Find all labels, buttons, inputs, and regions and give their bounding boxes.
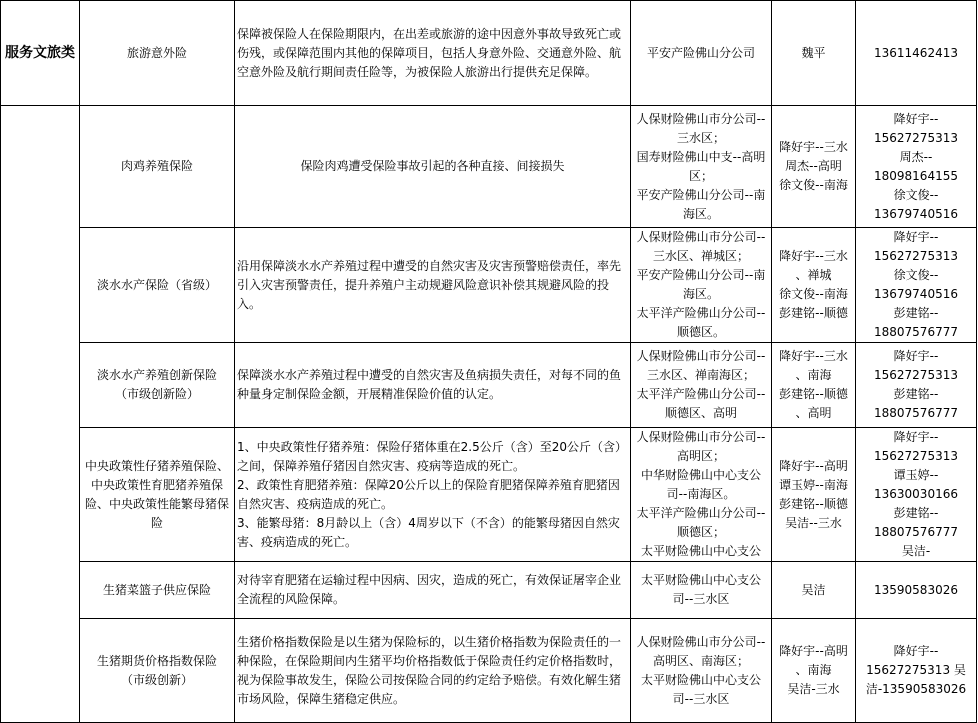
phone-cell: 13590583026 (856, 562, 977, 619)
insurer-cell: 太平财险佛山中心支公司--三水区 (631, 562, 772, 619)
contact-cell: 降好宇--三水 、禅城 徐文俊--南海 彭建铭--顺德 (772, 228, 856, 343)
description-cell: 对待宰育肥猪在运输过程中因病、因灾，造成的死亡，有效保证屠宰企业全流程的风险保障。 (235, 562, 631, 619)
phone-cell: 降好宇-- 15627275313 吴 洁-13590583026 (856, 619, 977, 723)
contact-cell: 吴洁 (772, 562, 856, 619)
product-name-cell: 生猪菜篮子供应保险 (80, 562, 235, 619)
phone-cell: 降好宇-- 15627275313 徐文俊-- 13679740516 彭建铭-- 18807576777 (856, 228, 977, 343)
category-cell: 服务文旅类 (1, 1, 80, 106)
description-cell: 1、中央政策性仔猪养殖：保险仔猪体重在2.5公斤（含）至20公斤（含）之间，保障养殖仔猪因自然灾害、疫病等造成的死亡。 2、政策性育肥猪养殖：保障20公斤以上的保险育肥猪保障养殖育肥猪因自然灾害、疫病造成的死亡。 3、能繁母猪：8月龄以上（含）4周岁以下（不含）的能繁母猪因自然灾害、疫病造成的死亡。 (235, 428, 631, 562)
table-row (1, 619, 977, 723)
contact-cell: 降好宇--三水 周杰--高明 徐文俊--南海 (772, 106, 856, 228)
description-cell: 保障淡水水产养殖过程中遭受的自然灾害及鱼病损失责任，对每不同的鱼种量身定制保险金额，开展精准保险价值的认定。 (235, 343, 631, 428)
insurer-cell: 平安产险佛山分公司 (631, 1, 772, 106)
description-cell: 生猪价格指数保险是以生猪为保险标的，以生猪价格指数为保险责任的一种保险，在保险期间内生猪平均价格指数低于保险责任约定价格指数时，视为保险事故发生，保险公司按保险合同的约定给予赔偿。有效化解生猪市场风险，保障生猪稳定供应。 (235, 619, 631, 723)
insurer-cell: 人保财险佛山市分公司--三水区、禅城区； 平安产险佛山分公司--南海区。 太平洋产险佛山分公司--顺德区。 (631, 228, 772, 343)
insurer-cell: 人保财险佛山市分公司--高明区、南海区； 太平财险佛山中心支公司--三水区 (631, 619, 772, 723)
insurer-cell: 人保财险佛山市分公司--三水区、禅南海区； 太平洋产险佛山分公司--顺德区、高明 (631, 343, 772, 428)
product-name-cell: 生猪期货价格指数保险 （市级创新） (80, 619, 235, 723)
table-row (1, 428, 977, 562)
description-cell: 保险肉鸡遭受保险事故引起的各种直接、间接损失 (235, 106, 631, 228)
description-cell: 沿用保障淡水水产养殖过程中遭受的自然灾害及灾害预警赔偿责任，率先引入灾害预警责任，提升养殖户主动规避风险意识补偿其规避风险的投入。 (235, 228, 631, 343)
phone-cell: 降好宇-- 15627275313 周杰-- 18098164155 徐文俊-- 13679740516 (856, 106, 977, 228)
product-name-cell: 淡水水产养殖创新保险 （市级创新险） (80, 343, 235, 428)
table-row (1, 228, 977, 343)
product-name-cell: 旅游意外险 (80, 1, 235, 106)
phone-cell: 降好宇-- 15627275313 彭建铭-- 18807576777 (856, 343, 977, 428)
contact-cell: 降好宇--高明 、南海 吴洁-三水 (772, 619, 856, 723)
phone-cell: 13611462413 (856, 1, 977, 106)
table-row (1, 343, 977, 428)
product-name-cell: 中央政策性仔猪养殖保险、中央政策性育肥猪养殖保险、中央政策性能繁母猪保险 (80, 428, 235, 562)
contact-cell: 降好宇--高明 谭玉婷--南海 彭建铭--顺德 吴洁--三水 (772, 428, 856, 562)
category-cell-empty (1, 106, 80, 723)
phone-cell: 降好宇-- 15627275313 谭玉婷-- 13630030166 彭建铭-- 18807576777 吴洁- (856, 428, 977, 562)
insurer-cell: 人保财险佛山市分公司--高明区； 中华财险佛山中心支公司--南海区。 太平洋产险佛山分公司--顺德区； 太平财险佛山中心支公 (631, 428, 772, 562)
table-row (1, 1, 977, 106)
description-cell: 保障被保险人在保险期限内，在出差或旅游的途中因意外事故导致死亡或伤残，或保障范围内其他的保障项目，包括人身意外险、交通意外险、航空意外险及航行期间责任险等，为被保险人旅游出行提供充足保障。 (235, 1, 631, 106)
contact-cell: 魏平 (772, 1, 856, 106)
insurer-cell: 人保财险佛山市分公司--三水区； 国寿财险佛山中支--高明区； 平安产险佛山分公司--南海区。 (631, 106, 772, 228)
product-name-cell: 肉鸡养殖保险 (80, 106, 235, 228)
product-name-cell: 淡水水产保险（省级） (80, 228, 235, 343)
contact-cell: 降好宇--三水 、南海 彭建铭--顺德 、高明 (772, 343, 856, 428)
table-row (1, 106, 977, 228)
table-row (1, 562, 977, 619)
